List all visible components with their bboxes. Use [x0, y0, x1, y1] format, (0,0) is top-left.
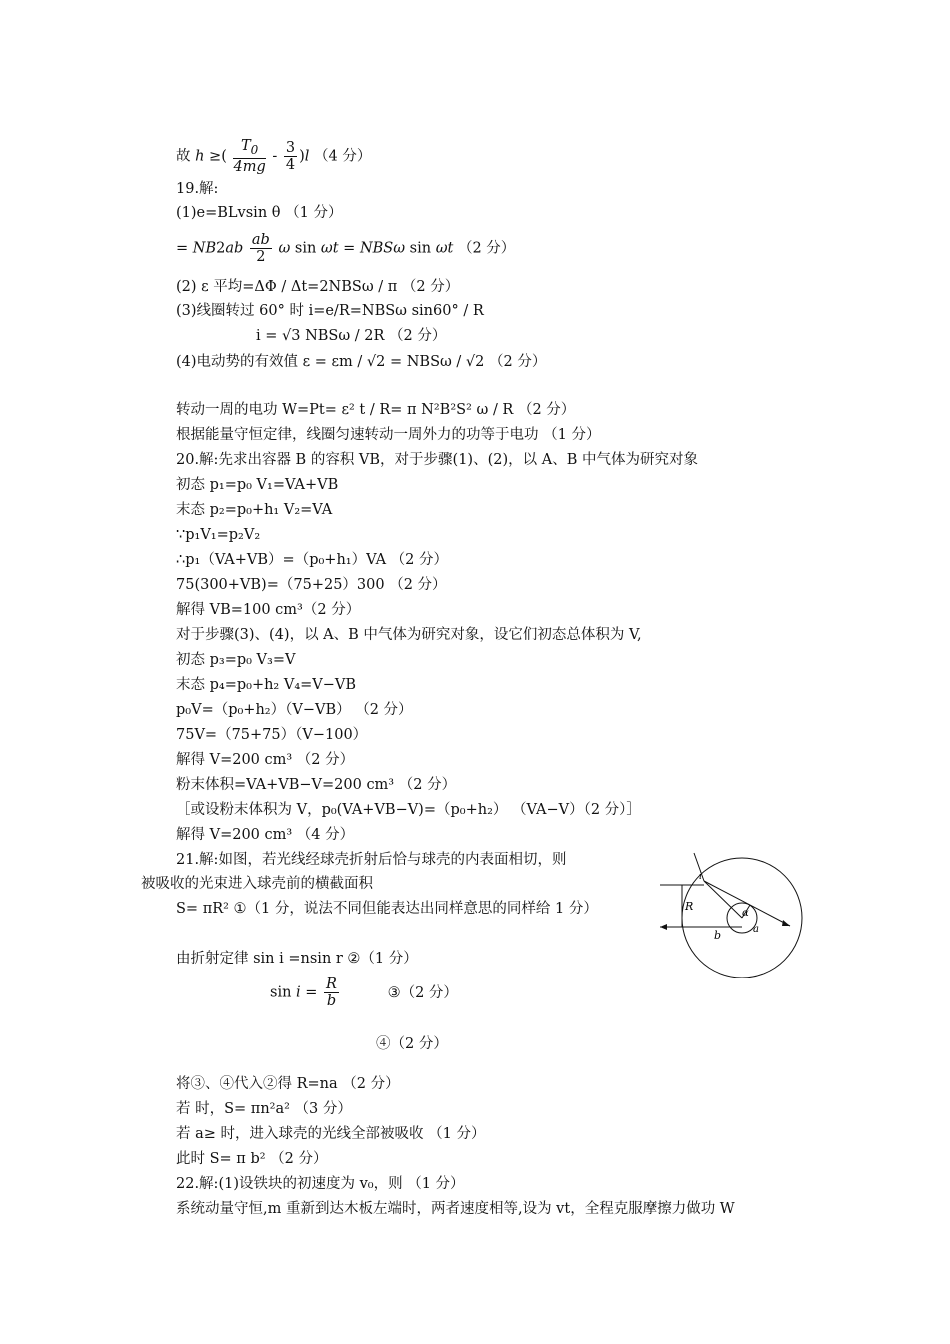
line-19-5: 转动一周的电功 W=Pt= ε² t / R= π N²B²S² ω / R （2 分） [176, 402, 576, 418]
label-a: a [753, 924, 759, 935]
line-20-4: ∴p₁（VA+VB）=（p₀+h₁）VA （2 分） [176, 552, 449, 568]
line-21-0: 21.解:如图，若光线经球壳折射后恰与球壳的内表面相切，则 [176, 852, 567, 868]
formula-h: 故 h ≥( $\frac{T_0}{4mg}$ - $\frac{3}{4}$ )l （4 分） [176, 138, 372, 175]
line-21-6: 将③、④代入②得 R=na （2 分） [176, 1076, 400, 1092]
line-20-1: 初态 p₁=p₀ V₁=VA+VB [176, 477, 339, 493]
line-19-2: (2) ε 平均=ΔΦ / Δt=2NBSω / π （2 分） [176, 279, 460, 295]
line-21-8: 若 a≥ 时，进入球壳的光线全部被吸收 （1 分） [176, 1126, 486, 1142]
line-19-6: 根据能量守恒定律，线圈匀速转动一周外力的功等于电功 （1 分） [176, 427, 601, 443]
line-20-12: 解得 V=200 cm³ （2 分） [176, 752, 355, 768]
formula-19-1b: = NB2ab $\frac{ab}{2}$ ω sin ωt = NBSω sin ωt （2 分） [176, 232, 516, 265]
sphere-shell-diagram [658, 848, 808, 978]
line-20-6: 解得 VB=100 cm³（2 分） [176, 602, 361, 618]
refracted-ray [704, 881, 790, 926]
line-20-7: 对于步骤(3)、(4)，以 A、B 中气体为研究对象，设它们初态总体积为 V, [176, 627, 642, 643]
label-b: b [714, 929, 722, 942]
line-20-0: 20.解:先求出容器 B 的容积 VB，对于步骤(1)、(2)，以 A、B 中气体为研究对象 [176, 452, 698, 468]
line-21-5: ④（2 分） [376, 1036, 448, 1052]
ray-arrow [782, 920, 790, 926]
line-21-2: S= πR² ①（1 分，说法不同但能表达出同样意思的同样给 1 分） [176, 901, 598, 917]
formula-sin-i: sin i = $\frac{R}{b}$ ③（2 分） [270, 976, 458, 1009]
line-19-4: (4)电动势的有效值 ε = εm / √2 = NBSω / √2 （2 分） [176, 354, 547, 370]
normal-line [704, 881, 742, 918]
line-20-15: 解得 V=200 cm³ （4 分） [176, 827, 355, 843]
line-19: 19.解: [176, 181, 219, 197]
line-19-3: (3)线圈转过 60° 时 i=e/R=NBSω sin60° / R [176, 303, 484, 319]
label-alpha: α [742, 908, 749, 919]
line-22-0: 22.解:(1)设铁块的初速度为 v₀，则 （1 分） [176, 1176, 465, 1192]
line-19-3b: i = √3 NBSω / 2R （2 分） [256, 328, 447, 344]
line-21-7: 若 时，S= πn²a² （3 分） [176, 1101, 352, 1117]
line-20-11: 75V=（75+75）（V−100） [176, 727, 368, 743]
line-21-9: 此时 S= π b² （2 分） [176, 1151, 328, 1167]
line-21-1: 被吸收的光束进入球壳前的横截面积 [141, 876, 373, 892]
line-20-8: 初态 p₃=p₀ V₃=V [176, 652, 296, 668]
line-20-13: 粉末体积=VA+VB−V=200 cm³ （2 分） [176, 777, 457, 793]
line-20-14: ［或设粉末体积为 V，p₀(VA+VB−V)=（p₀+h₂） （VA−V）（2 分）］ [176, 802, 641, 818]
line-20-2: 末态 p₂=p₀+h₁ V₂=VA [176, 502, 333, 518]
line-20-9: 末态 p₄=p₀+h₂ V₄=V−VB [176, 677, 357, 693]
line-20-5: 75(300+VB)=（75+25）300 （2 分） [176, 577, 447, 593]
label-i: i [699, 872, 702, 882]
left-arrow [660, 924, 667, 930]
label-R: R [685, 900, 694, 913]
line-20-10: p₀V=（p₀+h₂）（V−VB） （2 分） [176, 702, 413, 718]
line-22-1: 系统动量守恒,m 重新到达木板左端时，两者速度相等,设为 vt，全程克服摩擦力做功 W [176, 1201, 735, 1217]
line-20-3: ∵p₁V₁=p₂V₂ [176, 527, 261, 543]
line-21-3: 由折射定律 sin i =nsin r ②（1 分） [176, 951, 418, 967]
line-19-1: (1)e=BLvsin θ （1 分） [176, 205, 343, 221]
